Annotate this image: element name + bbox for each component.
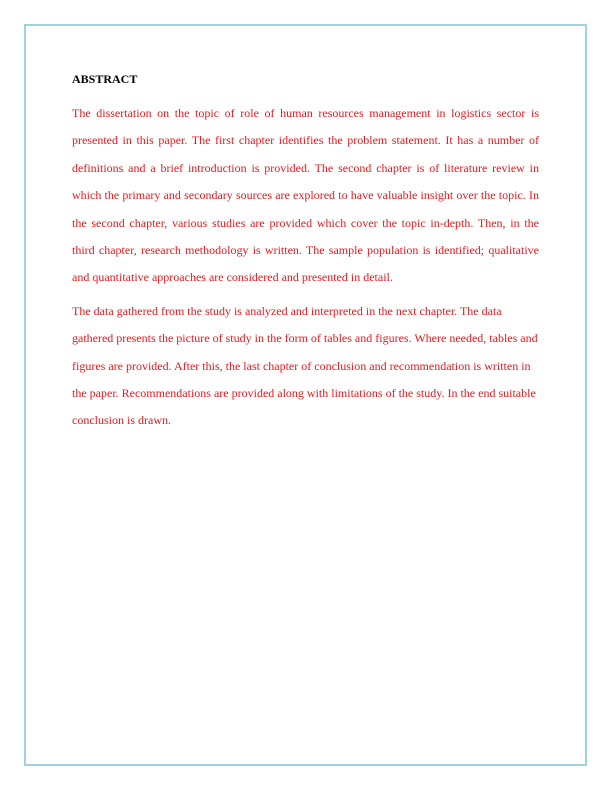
abstract-paragraph-1: The dissertation on the topic of role of human resources management in logistics sector is presented in this paper. The first chapter identifies the problem statement. It has a number of definitions and a brief introduction is provided. The second chapter is of literature review in which the primary and secondary sources are explored to have valuable insight over the topic. In the second chapter, various studies are provided which cover the topic in-depth. Then, in the third chapter, research methodology is written. The sample population is identified; qualitative and quantitative approaches are considered and presented in detail. bbox=[72, 106, 539, 285]
abstract-paragraph-2: The data gathered from the study is analyzed and interpreted in the next chapter. The data gathered presents the picture of study in the form of tables and figures. Where needed, tables and figures are provided. After this, the last chapter of conclusion and recommendation is written in the paper. Recommendations are provided along with limitations of the study. In the end suitable conclusion is drawn. bbox=[72, 303, 538, 428]
document-content bbox=[72, 70, 539, 441]
abstract-heading: ABSTRACT bbox=[72, 72, 138, 86]
